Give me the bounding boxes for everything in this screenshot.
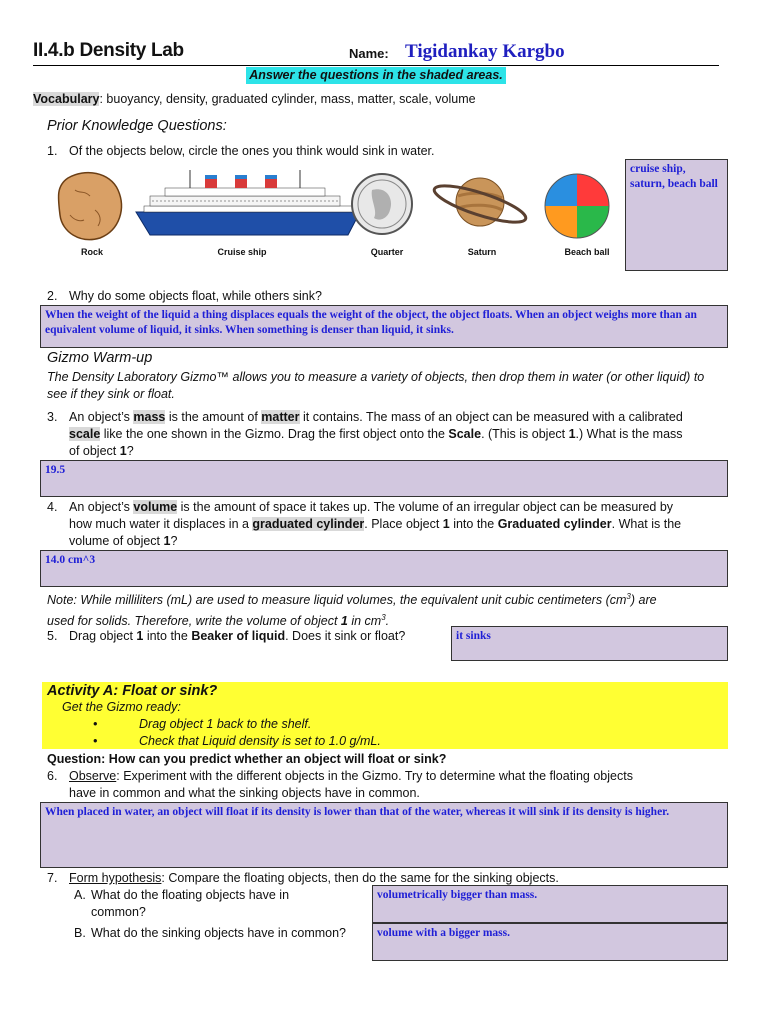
cruise-ship-icon [136,170,360,235]
quarter-icon [352,174,412,234]
prior-knowledge-heading: Prior Knowledge Questions: [47,118,227,134]
question-4: 4. An object’s volume is the amount of space it takes up. The volume of an irregular object can be measured by how much water it displaces in a graduated cylinder. Place object 1 into the Graduated cylinder. What is the volume of object 1? [47,500,682,548]
student-name: Tigidankay Kargbo [405,41,565,62]
answer-7a-field[interactable]: volumetrically bigger than mass. [372,885,728,923]
answer-3-field[interactable]: 19.5 [40,460,728,497]
answer-4-field[interactable]: 14.0 cm^3 [40,550,728,587]
object-label-rock: Rock [80,247,103,257]
ready-step-1: • Drag object 1 back to the shelf. [93,717,312,731]
ready-step-2: • Check that Liquid density is set to 1.0 g/mL. [93,734,381,748]
gizmo-ready-label: Get the Gizmo ready: [62,700,181,714]
header-rule [33,65,719,66]
saturn-icon [431,178,529,229]
question-5: 5. Drag object 1 into the Beaker of liquid. Does it sink or float? [47,629,406,643]
question-7b: B. What do the sinking objects have in common? [74,926,346,940]
answer-5-field[interactable]: it sinks [451,626,728,661]
vocabulary-terms: : buoyancy, density, graduated cylinder, mass, matter, scale, volume [99,92,476,106]
question-3: 3. An object’s mass is the amount of matter it contains. The mass of an object can be measured with a calibrated scale like the one shown in the Gizmo. Drag the first object onto the Scale. (This is object 1.) What is the mass of object 1? [47,410,683,458]
rock-icon [58,173,121,240]
object-label-saturn: Saturn [467,247,497,257]
answer-2-field[interactable]: When the weight of the liquid a thing displaces equals the weight of the object, the object floats. When an object weighs more than an equivalent volume of liquid, it sinks. When something is denser than liquid, it sinks. [40,305,728,348]
object-label-cruise-ship: Cruise ship [217,247,267,257]
question-2: 2. Why do some objects float, while others sink? [47,289,322,303]
question-6: 6. Observe: Experiment with the different objects in the Gizmo. Try to determine what the floating objects have in common and what the sinking objects have in common. [47,769,633,800]
answer-6-field[interactable]: When placed in water, an object will float if its density is lower than that of the water, whereas it will sink if its density is higher. [40,802,728,868]
vocabulary-line [33,92,476,106]
question-7: 7. Form hypothesis: Compare the floating objects, then do the same for the sinking objects. [47,871,559,885]
volume-note: Note: While milliliters (mL) are used to measure liquid volumes, the equivalent unit cubic centimeters $(cm^3)$ are used for solids. Therefore, write the volume of object 1 in $cm^3$. [47,592,657,629]
instructions-banner: Answer the questions in the shaded areas. [246,67,506,84]
objects-illustration [40,160,630,248]
answer-1-field[interactable]: cruise ship, saturn, beach ball [625,159,728,271]
question-1: 1. Of the objects below, circle the ones you think would sink in water. [47,144,435,158]
object-label-beach-ball: Beach ball [564,247,610,257]
activity-question: Question: How can you predict whether an object will float or sink? [47,752,447,766]
page-title: II.4.b Density Lab [33,40,184,61]
vocabulary-label: Vocabulary [33,92,100,106]
answer-7b-field[interactable]: volume with a bigger mass. [372,923,728,961]
name-label: Name: [349,46,389,61]
question-7a: A. What do the floating objects have in common? [74,888,290,919]
object-label-quarter: Quarter [370,247,404,257]
activity-a-heading: Activity A: Float or sink? [47,683,218,699]
gizmo-warmup-heading: Gizmo Warm-up [47,350,153,366]
beach-ball-icon [545,174,609,238]
warmup-intro: The Density Laboratory Gizmo™ allows you to measure a variety of objects, then drop them in water (or other liquid) to see if they sink or float. [47,370,705,401]
